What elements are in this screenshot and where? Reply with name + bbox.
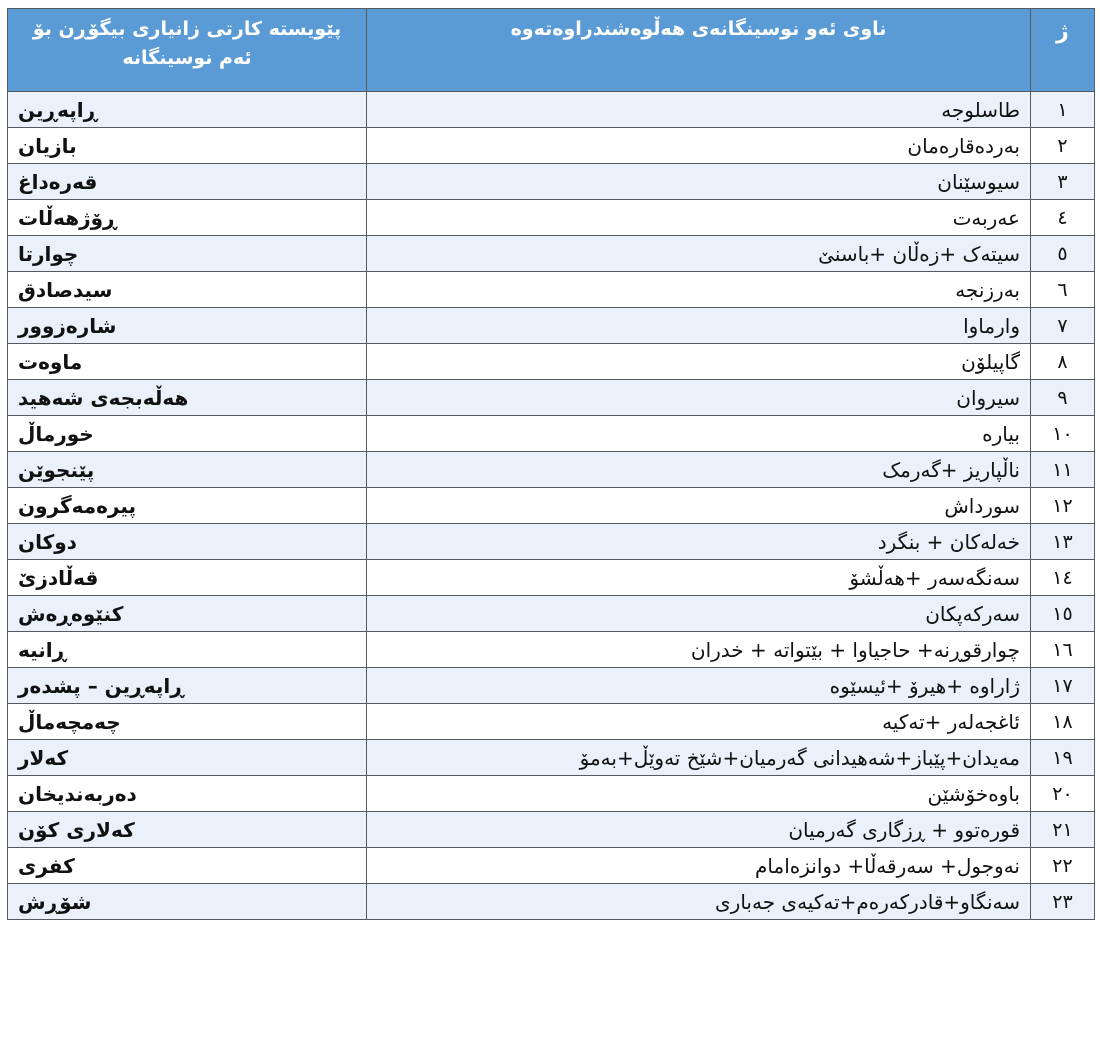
row-number: ١٩: [1031, 740, 1095, 776]
table-body: [8, 92, 1095, 920]
row-closed-office-name: سیوسێنان: [367, 164, 1031, 200]
row-closed-office-name: سەرکەپکان: [367, 596, 1031, 632]
row-card-office: هەڵەبجەی شەهید: [8, 380, 367, 416]
row-closed-office-name: سیروان: [367, 380, 1031, 416]
row-number: ١: [1031, 92, 1095, 128]
row-card-office: ڕانیە: [8, 632, 367, 668]
row-number: ١٧: [1031, 668, 1095, 704]
row-closed-office-name: سورداش: [367, 488, 1031, 524]
table-row: [8, 128, 1095, 164]
row-closed-office-name: وارماوا: [367, 308, 1031, 344]
row-card-office: دوکان: [8, 524, 367, 560]
table-row: [8, 344, 1095, 380]
row-number: ١٨: [1031, 704, 1095, 740]
header-number-column: ژ: [1031, 9, 1095, 92]
row-number: ٢٢: [1031, 848, 1095, 884]
table-row: [8, 164, 1095, 200]
row-number: ١٣: [1031, 524, 1095, 560]
table-row: [8, 596, 1095, 632]
row-closed-office-name: مەیدان+پێباز+شەهیدانی گەرمیان+شێخ تەوێڵ+بەمۆ: [367, 740, 1031, 776]
row-closed-office-name: ئاغجەلەر +تەکیە: [367, 704, 1031, 740]
table-row: [8, 416, 1095, 452]
row-closed-office-name: ژاراوە +هیرۆ +ئیسێوە: [367, 668, 1031, 704]
table-row: [8, 452, 1095, 488]
row-closed-office-name: خەلەکان + بنگرد: [367, 524, 1031, 560]
row-card-office: بازیان: [8, 128, 367, 164]
row-closed-office-name: قورەتوو + ڕزگاری گەرمیان: [367, 812, 1031, 848]
row-card-office: ڕۆژهەڵات: [8, 200, 367, 236]
row-card-office: ماوەت: [8, 344, 367, 380]
row-card-office: خورماڵ: [8, 416, 367, 452]
row-closed-office-name: بەردەقارەمان: [367, 128, 1031, 164]
row-number: ٢١: [1031, 812, 1095, 848]
table-row: [8, 632, 1095, 668]
table-row: [8, 560, 1095, 596]
row-number: ١٢: [1031, 488, 1095, 524]
row-closed-office-name: سیتەک +زەڵان +باسنێ: [367, 236, 1031, 272]
row-card-office: قەرەداغ: [8, 164, 367, 200]
row-closed-office-name: چوارقوڕنە+ حاجیاوا + بێتواتە + خدران: [367, 632, 1031, 668]
row-closed-office-name: بیارە: [367, 416, 1031, 452]
row-number: ٥: [1031, 236, 1095, 272]
row-number: ٩: [1031, 380, 1095, 416]
row-closed-office-name: گاپیلۆن: [367, 344, 1031, 380]
row-number: ٢: [1031, 128, 1095, 164]
row-number: ٢٠: [1031, 776, 1095, 812]
row-card-office: چەمچەماڵ: [8, 704, 367, 740]
table-row: [8, 236, 1095, 272]
table-row: [8, 272, 1095, 308]
closed-offices-table: [7, 8, 1095, 920]
table-row: [8, 380, 1095, 416]
row-number: ٢٣: [1031, 884, 1095, 920]
row-number: ٦: [1031, 272, 1095, 308]
table-row: [8, 92, 1095, 128]
table-row: [8, 308, 1095, 344]
table-row: [8, 812, 1095, 848]
row-closed-office-name: بەرزنجە: [367, 272, 1031, 308]
table-row: [8, 704, 1095, 740]
row-number: ٧: [1031, 308, 1095, 344]
row-closed-office-name: عەربەت: [367, 200, 1031, 236]
row-card-office: ڕاپەڕین: [8, 92, 367, 128]
row-number: ٣: [1031, 164, 1095, 200]
row-number: ١٦: [1031, 632, 1095, 668]
header-office-name-column: ناوی ئەو نوسینگانەی هەڵوەشندراوەتەوە: [367, 9, 1031, 92]
table-row: [8, 524, 1095, 560]
table-row: [8, 884, 1095, 920]
row-card-office: چوارتا: [8, 236, 367, 272]
table-row: [8, 668, 1095, 704]
row-card-office: سیدصادق: [8, 272, 367, 308]
row-closed-office-name: باوەخۆشێن: [367, 776, 1031, 812]
row-number: ١٥: [1031, 596, 1095, 632]
table-header: [8, 9, 1095, 92]
row-number: ١١: [1031, 452, 1095, 488]
header-row: [8, 9, 1095, 92]
table-row: [8, 488, 1095, 524]
row-card-office: ڕاپەڕین – پشدەر: [8, 668, 367, 704]
row-card-office: کنێوەڕەش: [8, 596, 367, 632]
row-closed-office-name: ناڵپاریز +گەرمک: [367, 452, 1031, 488]
row-number: ١٤: [1031, 560, 1095, 596]
row-closed-office-name: سەنگاو+قادرکەرەم+تەکیەی جەباری: [367, 884, 1031, 920]
row-card-office: دەربەندیخان: [8, 776, 367, 812]
offices-table-wrapper: [7, 8, 1094, 920]
row-closed-office-name: طاسلوجە: [367, 92, 1031, 128]
row-closed-office-name: نەوجول+ سەرقەڵا+ دوانزەامام: [367, 848, 1031, 884]
header-card-column: پێویستە کارتی زانیاری بیگۆڕن بۆ ئەم نوسینگانە: [8, 9, 367, 92]
row-card-office: قەڵادزێ: [8, 560, 367, 596]
row-card-office: شارەزوور: [8, 308, 367, 344]
row-number: ١٠: [1031, 416, 1095, 452]
row-number: ٤: [1031, 200, 1095, 236]
row-card-office: شۆڕش: [8, 884, 367, 920]
table-row: [8, 776, 1095, 812]
table-row: [8, 200, 1095, 236]
row-closed-office-name: سەنگەسەر +هەڵشۆ: [367, 560, 1031, 596]
row-card-office: کەلار: [8, 740, 367, 776]
row-card-office: کەلاری کۆن: [8, 812, 367, 848]
table-row: [8, 740, 1095, 776]
table-row: [8, 848, 1095, 884]
row-number: ٨: [1031, 344, 1095, 380]
row-card-office: کفری: [8, 848, 367, 884]
row-card-office: پێنجوێن: [8, 452, 367, 488]
row-card-office: پیرەمەگرون: [8, 488, 367, 524]
